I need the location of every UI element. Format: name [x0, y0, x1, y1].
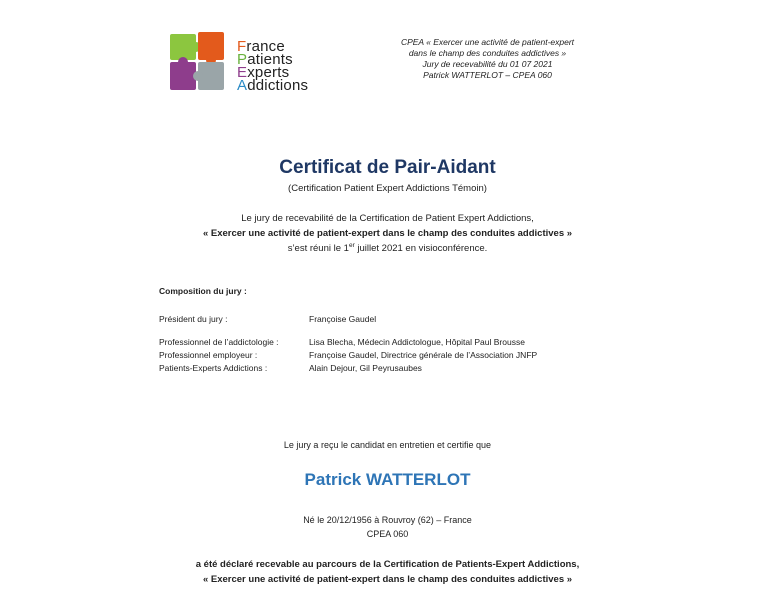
jury-member-row: [159, 349, 537, 362]
intro-line-3: [0, 241, 775, 256]
intro-line-3-sup: er: [348, 242, 355, 249]
jury-member-label: Professionnel employeur :: [159, 350, 258, 360]
intro-line-3-pre: s’est réuni le 1: [287, 243, 349, 254]
jury-president-row: [159, 313, 537, 326]
intro-line-3-post: juillet 2021 en visioconférence.: [354, 243, 488, 254]
declaration-line-1: a été déclaré recevable au parcours de la Certification de Patients-Expert Addictions,: [195, 559, 580, 570]
certificate-title: Certificat de Pair-Aidant: [279, 157, 496, 178]
declaration: [0, 557, 775, 587]
jury-member-row: [159, 362, 537, 375]
jury-president-label: Président du jury :: [159, 314, 228, 324]
certificate-subtitle: (Certification Patient Expert Addictions Témoin): [288, 183, 487, 194]
jury-member-value: Lisa Blecha, Médecin Addictologue, Hôpital Paul Brousse: [309, 337, 525, 347]
certify-statement: Le jury a reçu le candidat en entretien et certifie que: [283, 440, 492, 450]
intro-line-2: « Exercer une activité de patient-expert dans le champ des conduites addictives »: [202, 228, 573, 239]
reference-block: [385, 37, 590, 81]
jury-member-row: [159, 336, 537, 349]
jury-member-value: Françoise Gaudel, Directrice générale de l’Association JNFP: [309, 350, 538, 360]
logo-line-addictions: [237, 79, 308, 92]
logo-line-1: France: [237, 38, 285, 55]
logo-wordmark: [237, 40, 308, 92]
jury-composition: [159, 286, 537, 375]
jury-president-value: Françoise Gaudel: [309, 314, 377, 324]
reference-line-1: CPEA « Exercer une activité de patient-expert: [400, 37, 575, 47]
logo-line-2: Patients: [237, 51, 293, 68]
logo-line-4: Addictions: [237, 77, 309, 94]
birth-line: Né le 20/12/1956 à Rouvroy (62) – France: [303, 515, 472, 525]
jury-member-label: Professionnel de l’addictologie :: [159, 337, 279, 347]
intro-line-1: Le jury de recevabilité de la Certification de Patient Expert Addictions,: [241, 213, 534, 224]
logo-line-3: Experts: [237, 64, 290, 81]
reference-line-2: dans le champ des conduites addictives »: [408, 48, 567, 58]
declaration-line-2: « Exercer une activité de patient-expert dans le champ des conduites addictives »: [202, 574, 573, 585]
candidate-details: [0, 513, 775, 541]
jury-heading: Composition du jury :: [159, 286, 247, 296]
candidate-name: Patrick WATTERLOT: [304, 470, 471, 489]
cpea-number: CPEA 060: [366, 529, 409, 539]
intro-paragraph: [0, 211, 775, 256]
reference-line-3: Jury de recevabilité du 01 07 2021: [422, 59, 553, 69]
reference-line-4: Patrick WATTERLOT – CPEA 060: [423, 70, 552, 80]
jury-member-label: Patients-Experts Addictions :: [159, 363, 268, 373]
jury-member-value: Alain Dejour, Gil Peyrusaubes: [309, 363, 422, 373]
